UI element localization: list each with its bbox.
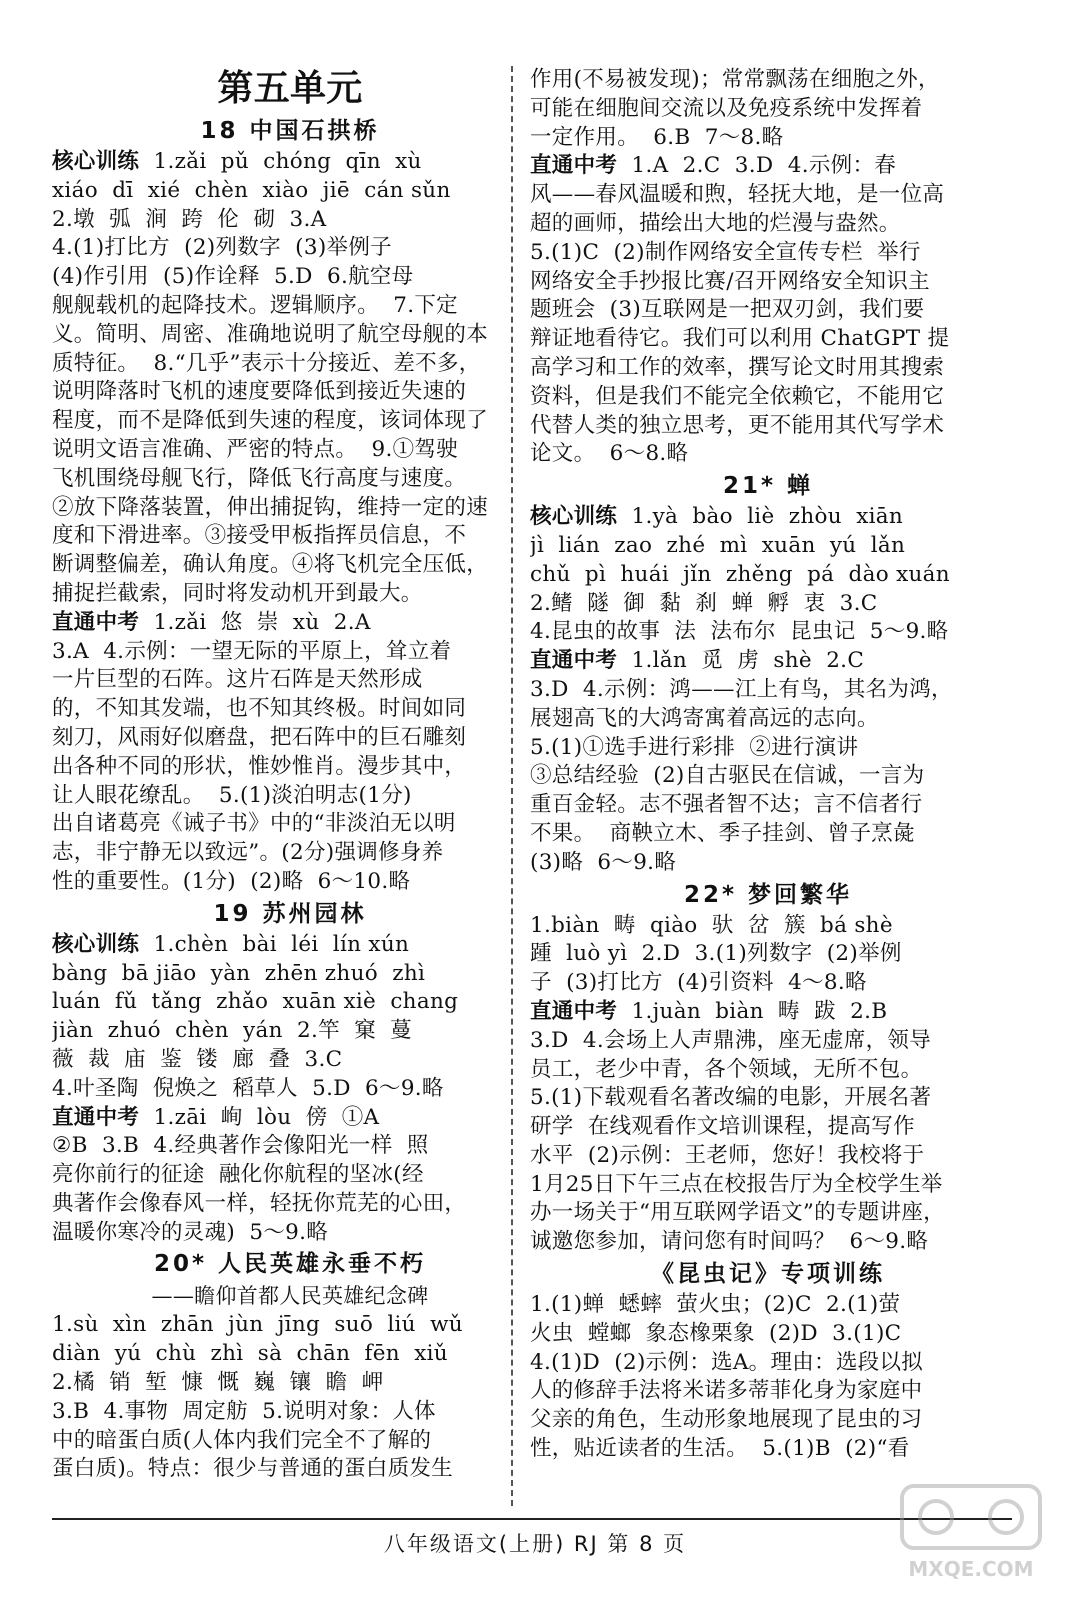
line-text: luán fǔ tǎng zhǎo xuān xiè chang bbox=[52, 989, 459, 1015]
text-line bbox=[530, 791, 1006, 820]
line-text: (3)略 6～9.略 bbox=[530, 849, 677, 875]
line-text: 蛋白质)。特点：很少与普通的蛋白质发生 bbox=[52, 1456, 454, 1482]
text-line bbox=[52, 1104, 528, 1133]
line-text: 3.D 4.会场上人声鼎沸，座无虚席，领导 bbox=[530, 1027, 932, 1053]
line-text: jì lián zao zhé mì xuān yú lǎn bbox=[530, 532, 906, 558]
text-line bbox=[530, 998, 1006, 1027]
text-line bbox=[52, 1161, 528, 1190]
text-line bbox=[530, 1349, 1006, 1378]
text-line bbox=[530, 1056, 1006, 1085]
text-line bbox=[52, 868, 528, 897]
text-line bbox=[52, 1046, 528, 1075]
line-text: 性，贴近读者的生活。 5.(1)B (2)“看 bbox=[530, 1436, 910, 1462]
watermark-logo-icon bbox=[896, 1480, 1046, 1585]
line-text: 典著作会像春风一样，轻抚你荒芜的心田， bbox=[52, 1190, 467, 1216]
text-line bbox=[52, 522, 528, 551]
line-text: 子 (3)打比方 (4)引资料 4～8.略 bbox=[530, 970, 867, 996]
text-line bbox=[52, 350, 528, 379]
text-line bbox=[530, 503, 1006, 532]
footer-rule bbox=[52, 1518, 1012, 1520]
line-text: 2.墩 弧 涧 跨 伦 砌 3.A bbox=[52, 206, 327, 232]
line-text: 网络安全手抄报比赛/召开网络安全知识主 bbox=[530, 268, 930, 294]
answer-label: 核心训练 bbox=[52, 931, 140, 957]
line-text: 温暖你寒冷的灵魂) 5～9.略 bbox=[52, 1219, 329, 1245]
line-text: 4.(1)D (2)示例：选A。理由：选段以拟 bbox=[530, 1349, 924, 1375]
text-line bbox=[530, 940, 1006, 969]
line-text: 人的修辞手法将米诺多蒂菲化身为家庭中 bbox=[530, 1378, 923, 1404]
text-line bbox=[52, 206, 528, 235]
section-title-23: 《昆虫记》专项训练 bbox=[651, 1261, 885, 1288]
section-20-body bbox=[52, 1311, 528, 1484]
text-line bbox=[52, 1455, 528, 1484]
text-line bbox=[530, 1406, 1006, 1435]
line-text: 志，非宁静无以致远”。(2分)强调修身养 bbox=[52, 840, 444, 866]
text-line bbox=[52, 724, 528, 753]
text-line bbox=[52, 580, 528, 609]
answer-label: 直通中考 bbox=[52, 609, 140, 635]
text-line bbox=[530, 325, 1006, 354]
text-line bbox=[530, 532, 1006, 561]
answer-label: 直通中考 bbox=[530, 648, 618, 674]
text-line bbox=[52, 1311, 528, 1340]
line-text: 4.叶圣陶 倪焕之 稻草人 5.D 6～9.略 bbox=[52, 1075, 444, 1101]
text-line bbox=[52, 1190, 528, 1219]
section-19-body bbox=[52, 931, 528, 1248]
text-line bbox=[52, 753, 528, 782]
line-text: 风——春风温暖和煦，轻抚大地，是一位高 bbox=[530, 182, 945, 208]
line-text: 作用(不易被发现)；常常飘荡在细胞之外， bbox=[530, 67, 940, 92]
line-text: 质特征。 8.“几乎”表示十分接近、差不多， bbox=[52, 350, 481, 376]
text-line bbox=[52, 931, 528, 960]
line-text: 1.(1)蝉 蟋蟀 萤火虫；(2)C 2.(1)萤 bbox=[530, 1292, 901, 1318]
text-line bbox=[52, 292, 528, 321]
text-line bbox=[530, 912, 1006, 941]
text-line bbox=[530, 152, 1006, 181]
section-title-19: 19 苏州园林 bbox=[213, 900, 367, 927]
line-text: 1.A 2.C 3.D 4.示例：春 bbox=[617, 153, 897, 179]
answer-label: 直通中考 bbox=[530, 998, 618, 1024]
line-text: 的，不知其发端，也不知其终极。时间如同 bbox=[52, 696, 467, 722]
line-text: 一定作用。 6.B 7～8.略 bbox=[530, 124, 784, 150]
line-text: 说明文语言准确、严密的特点。 9.①驾驶 bbox=[52, 436, 458, 462]
text-line bbox=[52, 407, 528, 436]
text-line bbox=[52, 551, 528, 580]
line-text: 舰舰载机的起降技术。逻辑顺序。 7.下定 bbox=[52, 292, 458, 318]
line-text: 3.A 4.示例：一望无际的平原上，耸立着 bbox=[52, 638, 452, 664]
text-line bbox=[52, 1219, 528, 1248]
text-line bbox=[530, 1228, 1006, 1257]
section-subtitle-20: ——瞻仰首都人民英雄纪念碑 bbox=[151, 1284, 429, 1309]
line-text: 程度，而不是降低到失速的程度，该词体现了 bbox=[52, 408, 489, 434]
text-line bbox=[52, 321, 528, 350]
text-line bbox=[52, 609, 528, 638]
text-line bbox=[52, 148, 528, 177]
line-text: 1.sù xìn zhān jùn jīng suō liú wǔ bbox=[52, 1312, 463, 1338]
text-line bbox=[52, 695, 528, 724]
line-text: 踵 luò yì 2.D 3.(1)列数字 (2)举例 bbox=[530, 941, 902, 967]
text-line bbox=[52, 1075, 528, 1104]
page-footer: 八年级语文(上册) RJ 第 8 页 bbox=[383, 1532, 687, 1556]
section-title-20: 20* 人民英雄永垂不朽 bbox=[153, 1251, 427, 1278]
line-text: 研学 在线观看作文培训课程，提高写作 bbox=[530, 1114, 915, 1140]
text-line bbox=[530, 647, 1006, 676]
text-line bbox=[530, 268, 1006, 297]
text-line bbox=[530, 590, 1006, 619]
text-line bbox=[52, 465, 528, 494]
text-line bbox=[52, 666, 528, 695]
line-text: 题班会 (3)互联网是一把双刃剑，我们要 bbox=[530, 297, 925, 323]
text-line bbox=[530, 440, 1006, 469]
text-line bbox=[52, 263, 528, 292]
text-line bbox=[530, 618, 1006, 647]
text-line bbox=[52, 960, 528, 989]
text-line bbox=[52, 1132, 528, 1161]
line-text: 辩证地看待它。我们可以利用 ChatGPT 提 bbox=[530, 326, 950, 352]
line-text: 1.lǎn 觅 虏 shè 2.C bbox=[617, 648, 865, 674]
line-text: 水平 (2)示例：王老师，您好！我校将于 bbox=[530, 1142, 925, 1168]
line-text: 超的画师，描绘出大地的烂漫与盎然。 bbox=[530, 210, 901, 236]
right-column bbox=[530, 66, 1006, 1464]
text-line bbox=[530, 705, 1006, 734]
text-line bbox=[530, 66, 1006, 95]
text-line bbox=[530, 1291, 1006, 1320]
section-title-22: 22* 梦回繁华 bbox=[683, 881, 853, 908]
line-text: 飞机围绕母舰飞行，降低飞行高度与速度。 bbox=[52, 465, 467, 491]
line-text: 办一场关于“用互联网学语文”的专题讲座， bbox=[530, 1200, 945, 1226]
text-line bbox=[52, 1340, 528, 1369]
line-text: 1.zāi 峋 lòu 傍 ①A bbox=[139, 1104, 380, 1130]
line-text: 说明降落时飞机的速度要降低到接近失速的 bbox=[52, 379, 467, 405]
text-line bbox=[52, 378, 528, 407]
line-text: 义。简明、周密、准确地说明了航空母舰的本 bbox=[52, 321, 489, 347]
line-text: 5.(1)C (2)制作网络安全宣传专栏 举行 bbox=[530, 239, 921, 265]
text-line bbox=[52, 810, 528, 839]
line-text: chǔ pì huái jǐn zhěng pá dào xuán bbox=[530, 561, 950, 587]
line-text: 不果。 商鞅立木、季子挂剑、曾子烹彘 bbox=[530, 820, 915, 846]
line-text: 1月25日下午三点在校报告厅为全校学生举 bbox=[530, 1171, 943, 1197]
line-text: bàng bā jiāo yàn zhēn zhuó zhì bbox=[52, 960, 426, 986]
answer-label: 核心训练 bbox=[530, 504, 618, 530]
line-text: 1.juàn biàn 畴 跋 2.B bbox=[617, 998, 888, 1024]
line-text: 1.zǎi pǔ chóng qīn xù bbox=[139, 149, 422, 174]
line-text: 中的暗蛋白质(人体内我们完全不了解的 bbox=[52, 1427, 432, 1453]
line-text: 父亲的角色，生动形象地展现了昆虫的习 bbox=[530, 1407, 923, 1433]
text-line bbox=[530, 354, 1006, 383]
text-line bbox=[52, 839, 528, 868]
section-title-21: 21* 蝉 bbox=[722, 473, 814, 500]
section-title-18: 18 中国石拱桥 bbox=[200, 118, 380, 144]
line-text: 1.biàn 畴 qiào 驮 岔 簇 bá shè bbox=[530, 912, 893, 938]
text-line bbox=[52, 234, 528, 263]
text-line bbox=[530, 210, 1006, 239]
line-text: 性的重要性。(1分) (2)略 6～10.略 bbox=[52, 868, 411, 894]
line-text: 薇 裁 庙 鉴 镂 廊 叠 3.C bbox=[52, 1046, 343, 1072]
line-text: 一片巨型的石阵。这片石阵是天然形成 bbox=[52, 667, 423, 693]
text-line bbox=[52, 1369, 528, 1398]
line-text: 5.(1)下载观看名著改编的电影，开展名著 bbox=[530, 1085, 932, 1111]
text-line bbox=[530, 1171, 1006, 1200]
text-line bbox=[530, 181, 1006, 210]
line-text: 1.yà bào liè zhòu xiān bbox=[617, 504, 904, 530]
text-line bbox=[530, 1027, 1006, 1056]
text-line bbox=[530, 969, 1006, 998]
answer-label: 直通中考 bbox=[530, 153, 618, 179]
text-line bbox=[530, 561, 1006, 590]
text-line bbox=[530, 124, 1006, 153]
line-text: 刻刀，风雨好似磨盘，把石阵中的巨石雕刻 bbox=[52, 724, 467, 750]
text-line bbox=[530, 383, 1006, 412]
text-line bbox=[530, 1199, 1006, 1228]
line-text: 2.橘 销 堑 慷 慨 巍 镶 瞻 岬 bbox=[52, 1370, 384, 1396]
text-line bbox=[52, 436, 528, 465]
text-line bbox=[530, 820, 1006, 849]
text-line bbox=[52, 494, 528, 523]
section-20-continued bbox=[530, 66, 1006, 469]
line-text: 1.chèn bài léi lín xún bbox=[139, 931, 410, 957]
line-text: 3.D 4.示例：鸿——江上有鸟，其名为鸿， bbox=[530, 676, 953, 702]
section-22-body bbox=[530, 912, 1006, 1258]
watermark-text: MXQE.COM bbox=[908, 1557, 1034, 1581]
line-text: 火虫 螳螂 象态橡栗象 (2)D 3.(1)C bbox=[530, 1320, 902, 1346]
line-text: ③总结经验 (2)自古驱民在信诚，一言为 bbox=[530, 763, 925, 789]
text-line bbox=[530, 1320, 1006, 1349]
line-text: ②放下降落装置，伸出捕捉钩，维持一定的速 bbox=[52, 494, 489, 520]
section-21-body bbox=[530, 503, 1006, 877]
line-text: 1.zǎi 悠 崇 xù 2.A bbox=[139, 609, 371, 635]
line-text: xiáo dī xié chèn xiào jiē cán sǔn bbox=[52, 177, 451, 203]
line-text: 高学习和工作的效率，撰写论文时用其搜索 bbox=[530, 354, 945, 380]
line-text: 出自诸葛亮《诫子书》中的“非淡泊无以明 bbox=[52, 811, 456, 837]
answer-label: 直通中考 bbox=[52, 1104, 140, 1130]
line-text: diàn yú chù zhì sà chān fēn xiǔ bbox=[52, 1341, 448, 1367]
text-line bbox=[52, 638, 528, 667]
text-line bbox=[530, 676, 1006, 705]
text-line bbox=[52, 1017, 528, 1046]
line-text: 亮你前行的征途 融化你航程的坚冰(经 bbox=[52, 1162, 424, 1188]
text-line bbox=[530, 296, 1006, 325]
line-text: 可能在细胞间交流以及免疫系统中发挥着 bbox=[530, 95, 923, 121]
text-line bbox=[52, 1398, 528, 1427]
text-line bbox=[530, 1435, 1006, 1464]
answer-label: 核心训练 bbox=[52, 149, 140, 174]
line-text: (4)作引用 (5)作诠释 5.D 6.航空母 bbox=[52, 264, 414, 290]
text-line bbox=[530, 1084, 1006, 1113]
line-text: 度和下滑进率。③接受甲板指挥员信息，不 bbox=[52, 523, 467, 549]
text-line bbox=[52, 782, 528, 811]
line-text: 5.(1)①选手进行彩排 ②进行演讲 bbox=[530, 734, 859, 760]
line-text: jiàn zhuó chèn yán 2.竿 窠 蔓 bbox=[52, 1018, 413, 1044]
unit-title: 第五单元 bbox=[217, 68, 363, 109]
line-text: 出各种不同的形状，惟妙惟肖。漫步其中， bbox=[52, 753, 467, 779]
text-line bbox=[530, 95, 1006, 124]
line-text: 重百金轻。志不强者智不达；言不信者行 bbox=[530, 792, 923, 818]
line-text: 4.昆虫的故事 法 法布尔 昆虫记 5～9.略 bbox=[530, 619, 949, 645]
line-text: 断调整偏差，确认角度。④将飞机完全压低， bbox=[52, 552, 489, 578]
text-line bbox=[530, 1113, 1006, 1142]
text-line bbox=[52, 1427, 528, 1456]
text-line bbox=[530, 239, 1006, 268]
text-line bbox=[530, 849, 1006, 878]
line-text: 诚邀您参加，请问您有时间吗？ 6～9.略 bbox=[530, 1229, 929, 1255]
text-line bbox=[52, 988, 528, 1017]
section-18-body bbox=[52, 148, 528, 897]
line-text: 2.鳍 隧 御 黏 刹 蝉 孵 衷 3.C bbox=[530, 590, 878, 616]
text-line bbox=[530, 1142, 1006, 1171]
text-line bbox=[530, 1377, 1006, 1406]
line-text: ②B 3.B 4.经典著作会像阳光一样 照 bbox=[52, 1133, 429, 1159]
left-column bbox=[52, 66, 528, 1484]
text-line bbox=[52, 177, 528, 206]
line-text: 员工，老少中青，各个领域，无所不包。 bbox=[530, 1056, 923, 1082]
line-text: 论文。 6～8.略 bbox=[530, 441, 689, 467]
line-text: 资料，但是我们不能完全依赖它，不能用它 bbox=[530, 383, 945, 409]
line-text: 展翅高飞的大鸿寄寓着高远的志向。 bbox=[530, 705, 879, 731]
text-line bbox=[530, 734, 1006, 763]
text-line bbox=[530, 762, 1006, 791]
line-text: 4.(1)打比方 (2)列数字 (3)举例子 bbox=[52, 235, 392, 261]
line-text: 代替人类的独立思考，更不能用其代写学术 bbox=[530, 412, 945, 438]
line-text: 让人眼花缭乱。 5.(1)淡泊明志(1分) bbox=[52, 782, 412, 808]
text-line bbox=[530, 412, 1006, 441]
line-text: 捕捉拦截索，同时将发动机开到最大。 bbox=[52, 580, 423, 606]
line-text: 3.B 4.事物 周定舫 5.说明对象：人体 bbox=[52, 1398, 436, 1424]
section-23-body bbox=[530, 1291, 1006, 1464]
